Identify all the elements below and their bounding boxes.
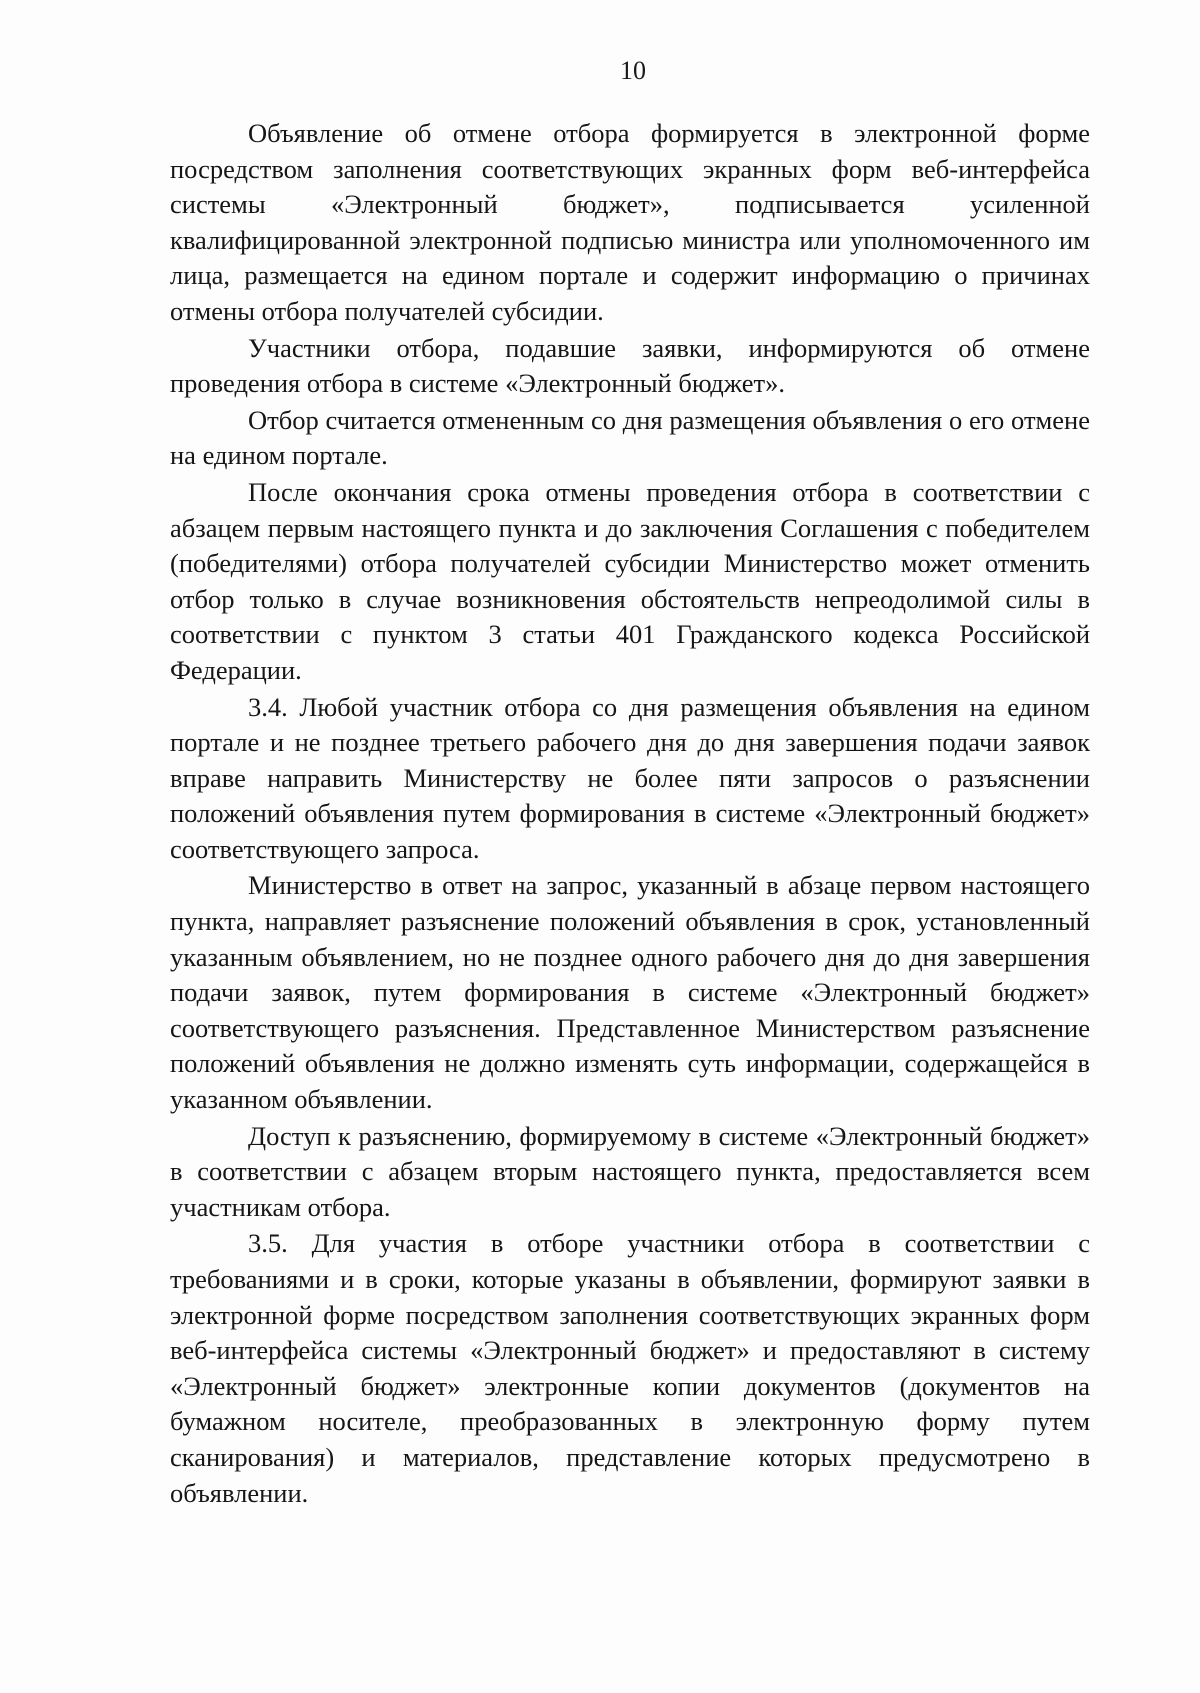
page-number: 10: [620, 56, 646, 85]
document-body: [170, 116, 1090, 1511]
paragraph-clarification-access: Доступ к разъяснению, формируемому в системе «Электронный бюджет» в соответствии с абзацем вторым настоящего пункта, предоставляется всем участникам отбора.: [170, 1120, 1090, 1222]
paragraph-participants-informed: Участники отбора, подавшие заявки, информируются об отмене проведения отбора в системе «Электронный бюджет».: [170, 332, 1090, 399]
paragraph-3-4-clarification-requests: 3.4. Любой участник отбора со дня размещения объявления на едином портале и не позднее третьего рабочего дня до дня завершения подачи заявок вправе направить Министерству не более пяти запросов о разъяснении положений объявления путем формирования в системе «Электронный бюджет» соответствующего запроса.: [170, 691, 1090, 864]
paragraph-3-5-application-submission: 3.5. Для участия в отборе участники отбора в соответствии с требованиями и в сроки, которые указаны в объявлении, формируют заявки в электронной форме посредством заполнения соответствующих экранных форм веб-интерфейса системы «Электронный бюджет» и предоставляют в систему «Электронный бюджет» электронные копии документов (документов на бумажном носителе, преобразованных в электронную форму путем сканирования) и материалов, представление которых предусмотрено в объявлении.: [170, 1228, 1090, 1508]
paragraph-ministry-response: Министерство в ответ на запрос, указанный в абзаце первом настоящего пункта, направляет разъяснение положений объявления в срок, установленный указанным объявлением, но не позднее одного рабочего дня до дня завершения подачи заявок, путем формирования в системе «Электронный бюджет» соответствующего разъяснения. Представленное Министерством разъяснение положений объявления не должно изменять суть информации, содержащейся в указанном объявлении.: [170, 870, 1090, 1115]
paragraph-force-majeure: После окончания срока отмены проведения отбора в соответствии с абзацем первым настоящего пункта и до заключения Соглашения с победителем (победителями) отбора получателей субсидии Министерство может отменить отбор только в случае возникновения обстоятельств непреодолимой силы в соответствии с пунктом 3 статьи 401 Гражданского кодекса Российской Федерации.: [170, 476, 1090, 685]
paragraph-selection-cancelled: Отбор считается отмененным со дня размещения объявления о его отмене на едином портале.: [170, 404, 1090, 471]
paragraph-cancellation-announcement: Объявление об отмене отбора формируется в электронной форме посредством заполнения соответствующих экранных форм веб-интерфейса системы «Электронный бюджет», подписывается усиленной квалифицированной электронной подписью министра или уполномоченного им лица, размещается на едином портале и содержит информацию о причинах отмены отбора получателей субсидии.: [170, 118, 1090, 326]
